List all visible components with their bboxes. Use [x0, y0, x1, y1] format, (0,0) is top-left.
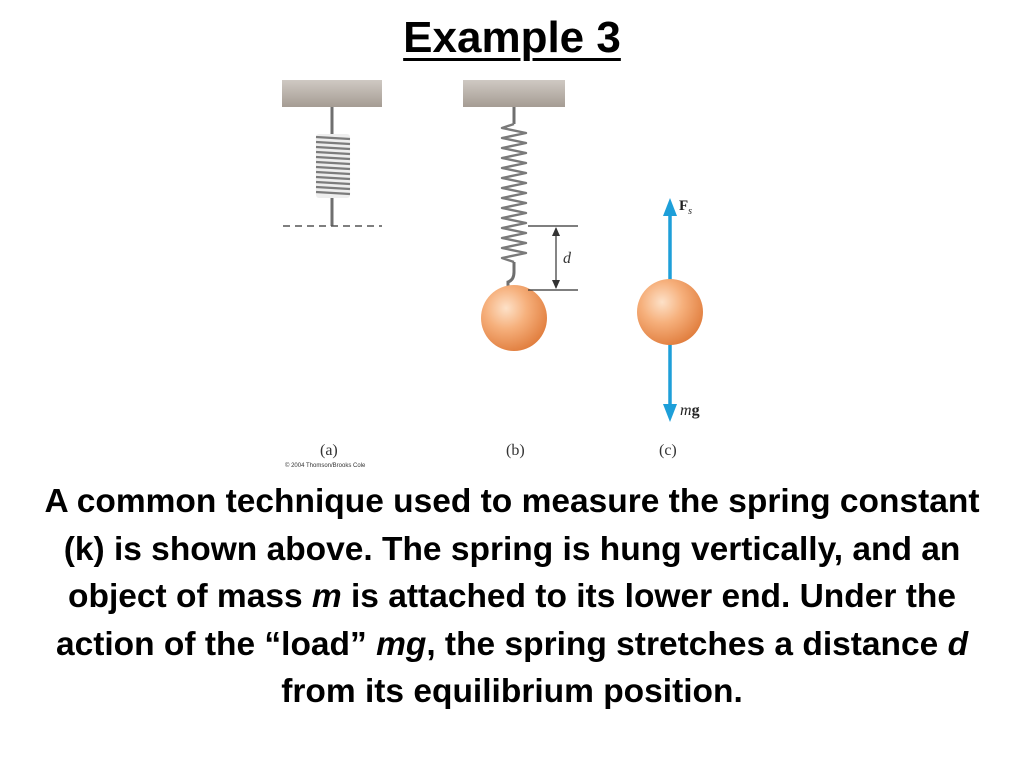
panel-c-label: (c): [659, 442, 677, 459]
description-part-4: from its equilibrium position.: [281, 673, 743, 710]
spring-hook-bottom-b: [508, 262, 514, 288]
description-part-1: A common technique used to measure the spring constant (k) is shown above. The spring is hung vertically, and an object of mass: [44, 483, 980, 615]
ceiling-b: [463, 80, 565, 107]
mass-variable: m: [311, 578, 342, 615]
copyright-text: © 2004 Thomson/Brooks Cole: [285, 463, 366, 469]
panel-b-label: (b): [506, 442, 525, 459]
spring-force-label-subscript: s: [688, 206, 693, 217]
panel-b: [463, 80, 578, 459]
description-paragraph: [30, 478, 994, 716]
spring-coils-b: [502, 124, 526, 262]
weight-label: [680, 402, 700, 419]
weight-label-m: m: [680, 402, 692, 419]
d-arrowhead-up: [552, 227, 560, 236]
distance-label: d: [563, 250, 571, 267]
spring-force-label: [679, 198, 692, 217]
mass-ball-b: [481, 285, 547, 351]
description-part-3: , the spring stretches a distance: [426, 625, 948, 663]
spring-force-label-main: F: [679, 198, 689, 214]
slide-title: Example 3: [403, 13, 621, 62]
description-part-2: is attached to its lower end. Under the action of the “load”: [55, 578, 956, 663]
ceiling-a: [282, 80, 382, 107]
distance-variable: d: [947, 625, 969, 663]
weight-arrowhead: [663, 404, 677, 422]
weight-label-g: g: [691, 402, 700, 419]
mass-ball-c: [637, 279, 703, 345]
d-arrowhead-down: [552, 280, 560, 289]
panel-a: [282, 80, 382, 469]
spring-force-arrowhead: [663, 198, 677, 216]
load-variable: mg: [376, 625, 427, 663]
panel-a-label: (a): [320, 442, 338, 459]
panel-c: [637, 198, 703, 459]
spring-coils-a: [316, 134, 350, 198]
